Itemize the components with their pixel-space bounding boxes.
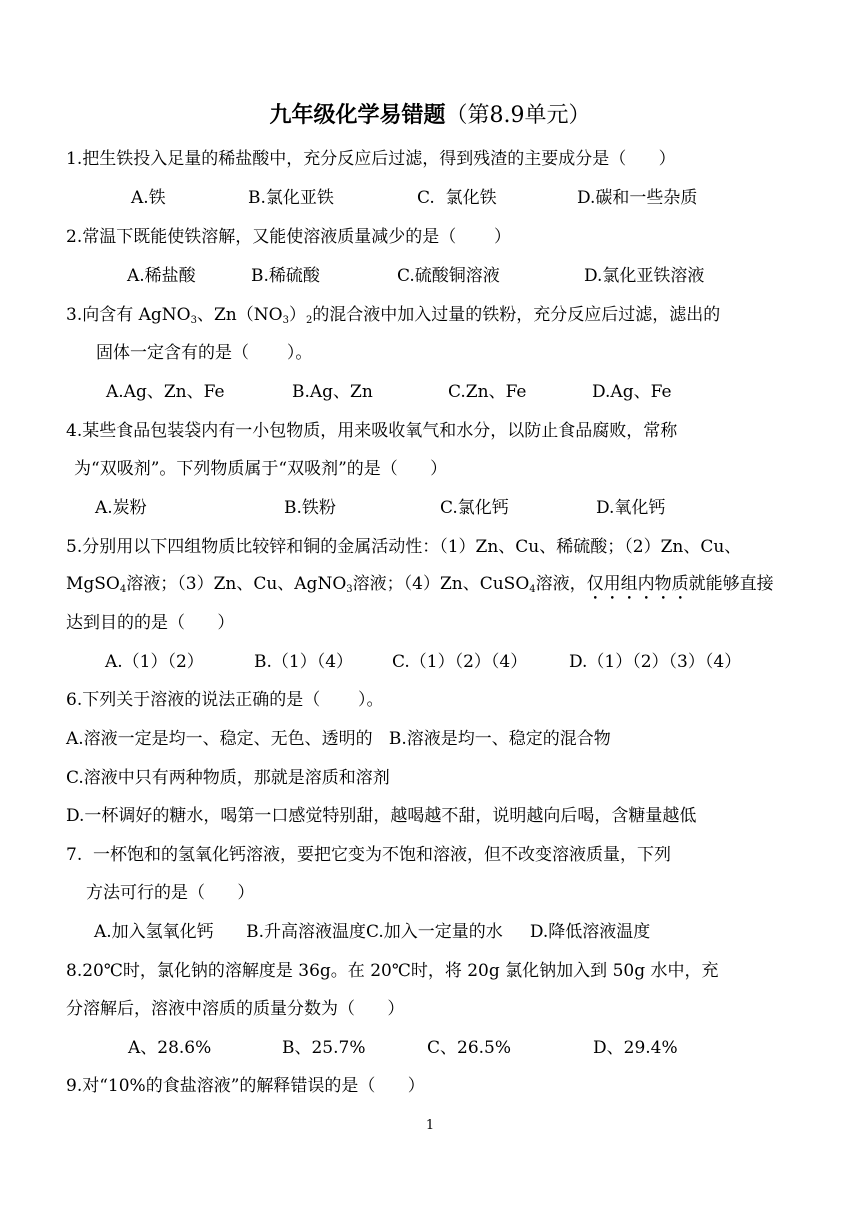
q4-option-b: B.铁粉	[284, 498, 336, 518]
question-2-stem: 2.常温下既能使铁溶解，又能使溶液质量减少的是（ ）	[66, 227, 512, 247]
question-5-line1: 5.分别用以下四组物质比较锌和铜的金属活动性：（1）Zn、Cu、稀硫酸；（2）Zn、Cu、	[66, 537, 742, 557]
q6-option-d: D.一杯调好的糖水，喝第一口感觉特别甜，越喝越不甜，说明越向后喝，含糖量越低	[66, 806, 697, 826]
question-7-stem-line1: 7. 一杯饱和的氢氧化钙溶液，要把它变为不饱和溶液，但不改变溶液质量，下列	[66, 845, 672, 865]
q5-option-c: C.（1）（2）（4）	[392, 652, 528, 672]
page-number: 1	[425, 1118, 435, 1133]
q4-option-c: C.氯化钙	[440, 498, 509, 518]
question-8-stem-line2: 分溶解后，溶液中溶质的质量分数为（ ）	[66, 999, 405, 1019]
q8-option-c: C、26.5%	[427, 1038, 512, 1058]
question-4-stem-line2: 为“双吸剂”。下列物质属于“双吸剂”的是（ ）	[74, 459, 448, 479]
question-7-stem-line2: 方法可行的是（ ）	[86, 883, 255, 903]
q5-option-b: B.（1）（4）	[254, 652, 354, 672]
question-3-stem-line1: 3.向含有 AgNO$_3$、$Zn(NO_3)_2$的混合液中加入过量的铁粉，充分反应后过滤，滤出的	[66, 305, 721, 326]
question-8-stem-line1: 8.20℃时，氯化钠的溶解度是 36g。在 20℃时，将 20g 氯化钠加入到 50g 水中，充	[66, 961, 719, 981]
question-1-stem: 1.把生铁投入足量的稀盐酸中，充分反应后过滤，得到残渣的主要成分是（ ）	[66, 149, 676, 169]
q1-option-b: B.氯化亚铁	[248, 188, 334, 208]
q3-option-a: A.Ag、Zn、Fe	[106, 382, 225, 402]
q4-option-d: D.氧化钙	[596, 498, 666, 518]
question-6-stem: 6.下列关于溶液的说法正确的是（ ）。	[66, 690, 384, 710]
title-unit: （第8.9单元）	[445, 103, 591, 128]
q5-option-a: A.（1）（2）	[105, 652, 204, 672]
q2-option-d: D.氯化亚铁溶液	[584, 266, 705, 286]
q3-option-c: C.Zn、Fe	[448, 382, 527, 402]
q7-options: A.加入氢氧化钙 B.升高溶液温度C.加入一定量的水 D.降低溶液温度	[94, 922, 651, 942]
emphasis-dotted-text: 仅用组内物质	[586, 574, 689, 594]
q3-option-d: D.Ag、Fe	[592, 382, 672, 402]
q5-option-d: D.（1）（2）（3）（4）	[569, 652, 742, 672]
question-4-stem-line1: 4.某些食品包装袋内有一小包物质，用来吸收氧气和水分，以防止食品腐败，常称	[66, 421, 678, 441]
q3-option-b: B.Ag、Zn	[292, 382, 373, 402]
page-title	[0, 100, 860, 131]
question-5-line2: MgSO$_4$溶液；（3）Zn、Cu、AgNO$_3$溶液；（4）Zn、CuSO$_4$溶液，仅用组内物质就能够直接	[66, 574, 774, 595]
q8-option-b: B、25.7%	[282, 1038, 366, 1058]
question-3-stem-line2: 固体一定含有的是（ ）。	[96, 343, 313, 363]
question-5-line3: 达到目的的是（ ）	[66, 613, 235, 633]
q2-option-a: A.稀盐酸	[127, 266, 196, 286]
q8-option-a: A、28.6%	[128, 1038, 212, 1058]
q1-option-c: C. 氯化铁	[417, 188, 497, 208]
q2-option-b: B.稀硫酸	[251, 266, 320, 286]
q2-option-c: C.硫酸铜溶液	[397, 266, 500, 286]
q8-option-d: D、29.4%	[593, 1038, 678, 1058]
question-9-stem: 9.对“10%的食盐溶液”的解释错误的是（ ）	[66, 1076, 425, 1096]
title-main: 九年级化学易错题	[269, 102, 446, 128]
q6-option-c: C.溶液中只有两种物质，那就是溶质和溶剂	[66, 768, 390, 788]
q1-option-a: A.铁	[131, 188, 166, 208]
q4-option-a: A.炭粉	[95, 498, 147, 518]
q6-options-ab: A.溶液一定是均一、稳定、无色、透明的 B.溶液是均一、稳定的混合物	[66, 729, 611, 749]
q1-option-d: D.碳和一些杂质	[577, 188, 698, 208]
